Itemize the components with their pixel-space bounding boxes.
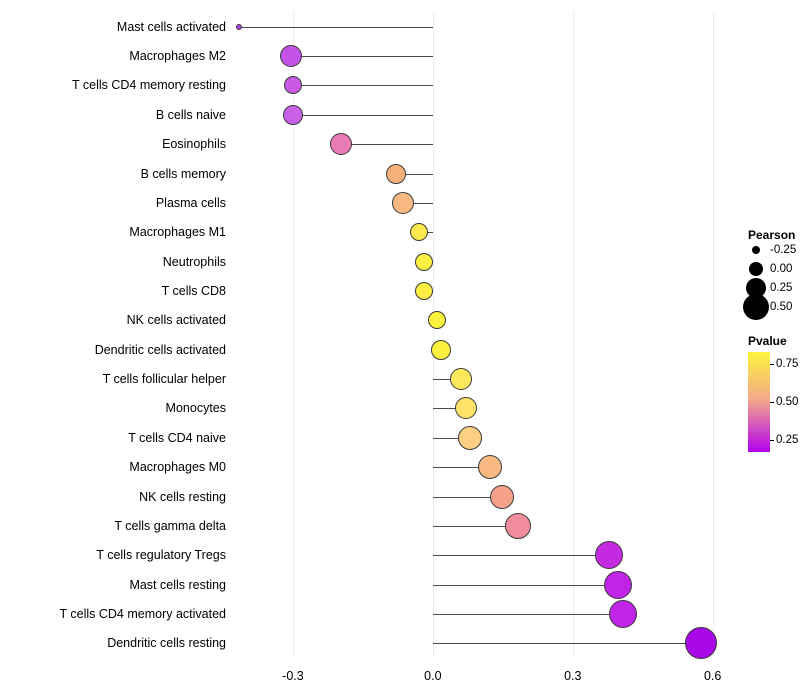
lollipop-stem bbox=[239, 27, 433, 28]
y-axis-label: B cells memory bbox=[140, 166, 226, 181]
color-legend-tick-mark bbox=[770, 364, 774, 365]
y-axis-label: Macrophages M1 bbox=[129, 225, 226, 240]
data-point[interactable] bbox=[505, 513, 531, 539]
y-axis-label: Mast cells activated bbox=[116, 19, 226, 34]
data-point[interactable] bbox=[609, 600, 637, 628]
color-legend-gradient bbox=[748, 352, 770, 452]
x-axis-tick-label: 0.6 bbox=[703, 669, 722, 683]
size-legend-key bbox=[752, 246, 760, 254]
data-point[interactable] bbox=[410, 223, 428, 241]
data-point[interactable] bbox=[490, 485, 514, 509]
lollipop-stem bbox=[433, 643, 701, 644]
y-axis-label: T cells CD4 naive bbox=[128, 430, 226, 445]
data-point[interactable] bbox=[431, 340, 451, 360]
data-point[interactable] bbox=[392, 192, 414, 214]
data-point[interactable] bbox=[280, 45, 302, 67]
color-legend-tick-label: 0.50 bbox=[776, 396, 799, 408]
data-point[interactable] bbox=[604, 571, 632, 599]
lollipop-stem bbox=[291, 56, 433, 57]
y-axis-label: NK cells resting bbox=[139, 489, 226, 504]
y-axis-label: T cells CD4 memory activated bbox=[59, 606, 226, 621]
data-point[interactable] bbox=[330, 133, 352, 155]
color-legend-tick-label: 0.75 bbox=[776, 358, 799, 370]
data-point[interactable] bbox=[236, 24, 242, 30]
y-axis-label: Dendritic cells resting bbox=[107, 636, 226, 651]
lollipop-stem bbox=[433, 585, 619, 586]
data-point[interactable] bbox=[415, 282, 433, 300]
y-axis-label: T cells CD4 memory resting bbox=[72, 78, 226, 93]
y-axis-label: Mast cells resting bbox=[129, 577, 226, 592]
color-legend-tick-label: 0.25 bbox=[776, 434, 799, 446]
size-legend-title: Pearson bbox=[748, 228, 796, 242]
color-legend-title: Pvalue bbox=[748, 334, 787, 348]
color-legend-tick-mark bbox=[770, 402, 774, 403]
y-axis-label: Macrophages M2 bbox=[129, 49, 226, 64]
y-axis-label: Dendritic cells activated bbox=[94, 342, 226, 357]
y-axis-label: Monocytes bbox=[165, 401, 226, 416]
x-axis-tick-label: -0.3 bbox=[282, 669, 304, 683]
size-legend-label: 0.00 bbox=[770, 263, 793, 275]
lollipop-stem bbox=[433, 555, 609, 556]
y-axis-label: Eosinophils bbox=[162, 137, 226, 152]
x-axis-tick-label: 0.3 bbox=[564, 669, 582, 683]
gridline bbox=[433, 12, 434, 658]
size-legend-label: 0.50 bbox=[770, 301, 793, 313]
y-axis-label: T cells CD8 bbox=[161, 283, 226, 298]
data-point[interactable] bbox=[450, 368, 472, 390]
color-legend-tick-mark bbox=[770, 440, 774, 441]
y-axis-label: T cells gamma delta bbox=[114, 518, 226, 533]
y-axis-label: Plasma cells bbox=[155, 195, 226, 210]
gridline bbox=[713, 12, 714, 658]
x-axis-tick-label: 0.0 bbox=[424, 669, 442, 683]
y-axis-label: B cells naive bbox=[155, 107, 226, 122]
lollipop-stem bbox=[293, 115, 433, 116]
y-axis-label: T cells follicular helper bbox=[102, 372, 226, 387]
data-point[interactable] bbox=[458, 426, 482, 450]
data-point[interactable] bbox=[595, 541, 623, 569]
size-legend-label: 0.25 bbox=[770, 282, 793, 294]
data-point[interactable] bbox=[283, 105, 303, 125]
lollipop-stem bbox=[293, 85, 433, 86]
data-point[interactable] bbox=[428, 311, 446, 329]
size-legend-label: -0.25 bbox=[770, 244, 797, 256]
size-legend-key bbox=[743, 294, 769, 320]
size-legend-key bbox=[749, 262, 763, 276]
y-axis-label: Neutrophils bbox=[162, 254, 226, 269]
data-point[interactable] bbox=[386, 164, 406, 184]
lollipop-stem bbox=[341, 144, 433, 145]
lollipop-stem bbox=[433, 614, 623, 615]
y-axis-label: Macrophages M0 bbox=[129, 460, 226, 475]
y-axis-label: T cells regulatory Tregs bbox=[96, 548, 226, 563]
y-axis-label: NK cells activated bbox=[126, 313, 226, 328]
data-point[interactable] bbox=[415, 253, 433, 271]
gridline bbox=[573, 12, 574, 658]
data-point[interactable] bbox=[455, 397, 477, 419]
data-point[interactable] bbox=[478, 455, 502, 479]
data-point[interactable] bbox=[284, 76, 302, 94]
